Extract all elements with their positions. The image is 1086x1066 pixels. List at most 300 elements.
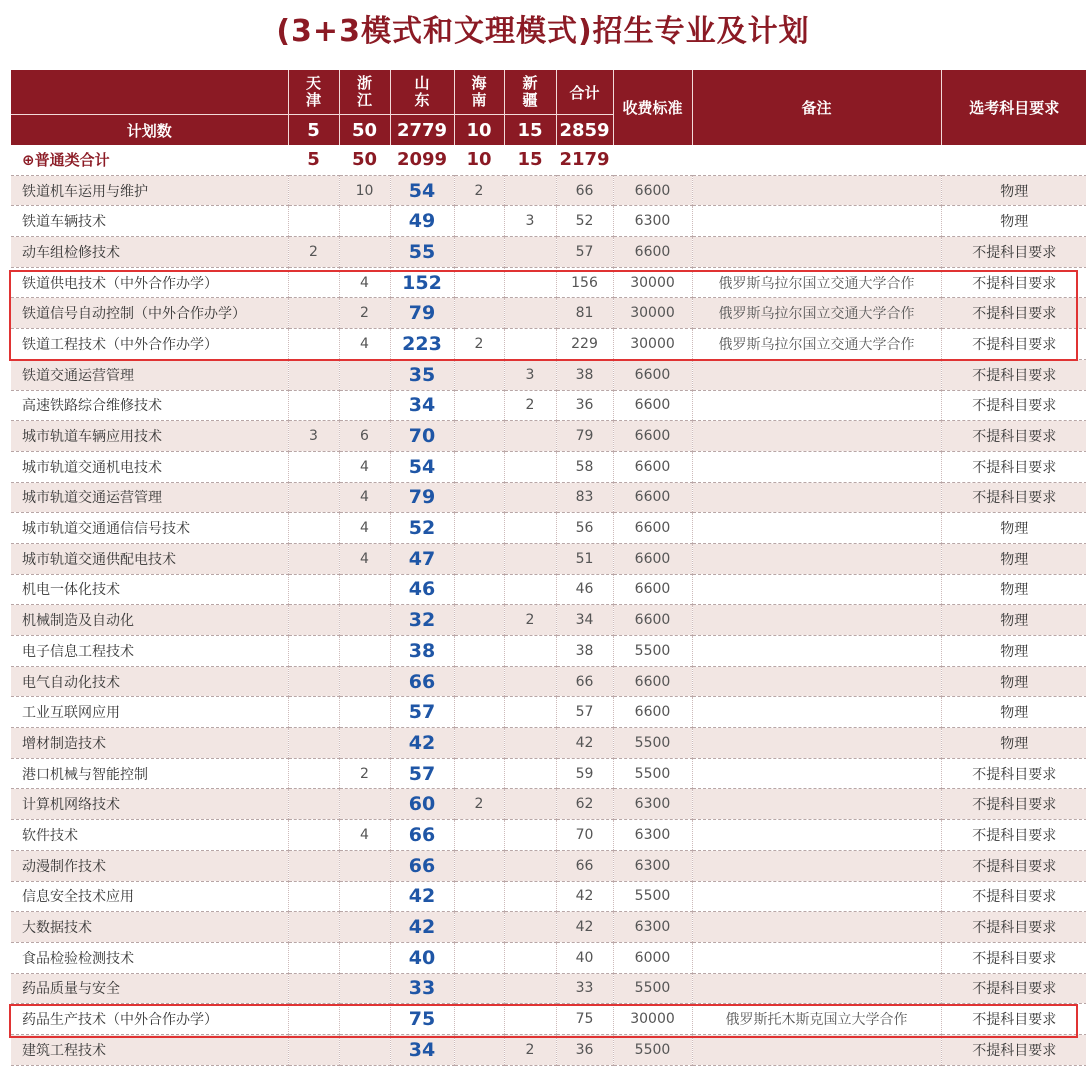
tianjin-count [288, 543, 339, 574]
subject-requirement: 不提科目要求 [941, 451, 1086, 482]
fee-value: 30000 [613, 298, 692, 329]
tianjin-count [288, 451, 339, 482]
tianjin-count [288, 636, 339, 667]
major-name: 计算机网络技术 [11, 789, 288, 820]
major-name: 高速铁路综合维修技术 [11, 390, 288, 421]
tianjin-count [288, 850, 339, 881]
hainan-count [454, 482, 504, 513]
major-name: 铁道交通运营管理 [11, 359, 288, 390]
row-total: 33 [556, 973, 613, 1004]
fee-value: 6600 [613, 697, 692, 728]
tianjin-count [288, 912, 339, 943]
hainan-count [454, 237, 504, 268]
tianjin-count [288, 298, 339, 329]
hainan-count [454, 543, 504, 574]
xinjiang-count: 2 [504, 390, 556, 421]
row-total: 81 [556, 298, 613, 329]
tianjin-count: 3 [288, 421, 339, 452]
tianjin-count [288, 1004, 339, 1035]
hainan-count [454, 574, 504, 605]
shandong-count: 75 [390, 1004, 454, 1035]
tianjin-count [288, 175, 339, 206]
hainan-count [454, 267, 504, 298]
xinjiang-count [504, 697, 556, 728]
table-row [11, 758, 1086, 789]
hainan-count [454, 666, 504, 697]
shandong-count: 34 [390, 390, 454, 421]
shandong-count: 52 [390, 513, 454, 544]
fee-value: 5500 [613, 758, 692, 789]
major-name: 铁道机车运用与维护 [11, 175, 288, 206]
subject-requirement: 不提科目要求 [941, 421, 1086, 452]
zhejiang-count: 2 [339, 298, 390, 329]
tianjin-count [288, 482, 339, 513]
row-total: 36 [556, 1034, 613, 1065]
note-value [692, 728, 941, 759]
table-row [11, 789, 1086, 820]
note-value [692, 942, 941, 973]
row-total: 52 [556, 206, 613, 237]
table-row [11, 728, 1086, 759]
hainan-count [454, 451, 504, 482]
major-name: 铁道车辆技术 [11, 206, 288, 237]
xinjiang-count [504, 758, 556, 789]
fee-value: 6600 [613, 175, 692, 206]
hainan-count [454, 820, 504, 851]
tianjin-count [288, 329, 339, 360]
shandong-count: 54 [390, 451, 454, 482]
page-title: (3+3模式和文理模式)招生专业及计划 [276, 14, 810, 49]
zhejiang-count [339, 973, 390, 1004]
major-name: 港口机械与智能控制 [11, 758, 288, 789]
xinjiang-count [504, 329, 556, 360]
shandong-count: 35 [390, 359, 454, 390]
table-row [11, 513, 1086, 544]
major-name: 大数据技术 [11, 912, 288, 943]
note-value [692, 605, 941, 636]
xinjiang-count [504, 728, 556, 759]
major-name: 铁道供电技术（中外合作办学） [11, 267, 288, 298]
xinjiang-count [504, 267, 556, 298]
zhejiang-count [339, 1034, 390, 1065]
header-province-tianjin: 天 津 [288, 70, 339, 115]
tianjin-count [288, 758, 339, 789]
xinjiang-count [504, 237, 556, 268]
xinjiang-count [504, 421, 556, 452]
shandong-count: 79 [390, 298, 454, 329]
subject-requirement: 不提科目要求 [941, 758, 1086, 789]
xinjiang-count [504, 175, 556, 206]
xinjiang-count [504, 298, 556, 329]
row-total: 66 [556, 850, 613, 881]
shandong-count: 33 [390, 973, 454, 1004]
header-count-total: 2859 [556, 115, 613, 146]
fee-value: 30000 [613, 1004, 692, 1035]
note-value: 俄罗斯乌拉尔国立交通大学合作 [692, 329, 941, 360]
subject-requirement: 不提科目要求 [941, 912, 1086, 943]
xinjiang-count [504, 543, 556, 574]
zhejiang-count [339, 942, 390, 973]
shandong-count: 66 [390, 820, 454, 851]
summary-hainan: 10 [454, 145, 504, 175]
fee-value: 6600 [613, 359, 692, 390]
summary-tianjin: 5 [288, 145, 339, 175]
hainan-count [454, 881, 504, 912]
note-value [692, 574, 941, 605]
hainan-count: 2 [454, 329, 504, 360]
subject-requirement: 不提科目要求 [941, 789, 1086, 820]
major-name: 电气自动化技术 [11, 666, 288, 697]
xinjiang-count [504, 820, 556, 851]
fee-value: 6600 [613, 513, 692, 544]
header-province-zhejiang: 浙 江 [339, 70, 390, 115]
note-value [692, 482, 941, 513]
zhejiang-count [339, 206, 390, 237]
zhejiang-count [339, 1004, 390, 1035]
table-row [11, 237, 1086, 268]
row-total: 36 [556, 390, 613, 421]
subject-requirement: 不提科目要求 [941, 1004, 1086, 1035]
zhejiang-count [339, 574, 390, 605]
tianjin-count [288, 697, 339, 728]
header-province-xinjiang: 新 疆 [504, 70, 556, 115]
hainan-count [454, 728, 504, 759]
hainan-count [454, 605, 504, 636]
table-row [11, 421, 1086, 452]
row-total: 42 [556, 728, 613, 759]
tianjin-count [288, 390, 339, 421]
major-name: 城市轨道交通通信信号技术 [11, 513, 288, 544]
row-total: 57 [556, 237, 613, 268]
fee-value: 5500 [613, 1034, 692, 1065]
table-row [11, 942, 1086, 973]
subject-requirement: 不提科目要求 [941, 359, 1086, 390]
zhejiang-count: 6 [339, 421, 390, 452]
fee-value: 30000 [613, 267, 692, 298]
fee-value: 6600 [613, 574, 692, 605]
hainan-count [454, 513, 504, 544]
subject-requirement: 不提科目要求 [941, 329, 1086, 360]
major-name: 软件技术 [11, 820, 288, 851]
summary-fee [613, 145, 692, 175]
note-value [692, 789, 941, 820]
row-total: 66 [556, 666, 613, 697]
header-count-hainan: 10 [454, 115, 504, 146]
zhejiang-count [339, 359, 390, 390]
hainan-count [454, 850, 504, 881]
header-total-label: 合计 [556, 70, 613, 115]
tianjin-count: 2 [288, 237, 339, 268]
table-row [11, 267, 1086, 298]
zhejiang-count: 4 [339, 267, 390, 298]
row-total: 156 [556, 267, 613, 298]
zhejiang-count: 4 [339, 482, 390, 513]
zhejiang-count: 10 [339, 175, 390, 206]
hainan-count [454, 1034, 504, 1065]
major-name: 机电一体化技术 [11, 574, 288, 605]
note-value [692, 237, 941, 268]
table-row [11, 1034, 1086, 1065]
hainan-count [454, 390, 504, 421]
major-name: 城市轨道车辆应用技术 [11, 421, 288, 452]
summary-note [692, 145, 941, 175]
row-total: 57 [556, 697, 613, 728]
summary-row [11, 145, 1086, 175]
major-name: 城市轨道交通供配电技术 [11, 543, 288, 574]
fee-value: 6600 [613, 605, 692, 636]
zhejiang-count [339, 605, 390, 636]
xinjiang-count [504, 574, 556, 605]
subject-requirement: 物理 [941, 728, 1086, 759]
shandong-count: 42 [390, 912, 454, 943]
zhejiang-count [339, 237, 390, 268]
hainan-count [454, 298, 504, 329]
subject-requirement: 物理 [941, 513, 1086, 544]
shandong-count: 55 [390, 237, 454, 268]
note-value [692, 636, 941, 667]
table-row [11, 636, 1086, 667]
fee-value: 6600 [613, 237, 692, 268]
summary-xinjiang: 15 [504, 145, 556, 175]
major-name: 铁道工程技术（中外合作办学） [11, 329, 288, 360]
xinjiang-count [504, 881, 556, 912]
shandong-count: 32 [390, 605, 454, 636]
shandong-count: 46 [390, 574, 454, 605]
subject-requirement: 不提科目要求 [941, 390, 1086, 421]
fee-value: 6600 [613, 451, 692, 482]
tianjin-count [288, 881, 339, 912]
fee-value: 6000 [613, 942, 692, 973]
xinjiang-count [504, 482, 556, 513]
shandong-count: 47 [390, 543, 454, 574]
subject-requirement: 不提科目要求 [941, 1034, 1086, 1065]
table-row [11, 697, 1086, 728]
summary-req [941, 145, 1086, 175]
xinjiang-count: 3 [504, 206, 556, 237]
xinjiang-count [504, 636, 556, 667]
subject-requirement: 物理 [941, 543, 1086, 574]
tianjin-count [288, 605, 339, 636]
xinjiang-count [504, 912, 556, 943]
fee-value: 6600 [613, 543, 692, 574]
table-row [11, 298, 1086, 329]
xinjiang-count: 3 [504, 359, 556, 390]
subject-requirement: 不提科目要求 [941, 298, 1086, 329]
row-total: 38 [556, 636, 613, 667]
note-value [692, 973, 941, 1004]
hainan-count [454, 697, 504, 728]
hainan-count [454, 912, 504, 943]
zhejiang-count: 2 [339, 758, 390, 789]
header-count-xinjiang: 15 [504, 115, 556, 146]
subject-requirement: 不提科目要求 [941, 942, 1086, 973]
subject-requirement: 不提科目要求 [941, 973, 1086, 1004]
summary-shandong: 2099 [390, 145, 454, 175]
major-name: 电子信息工程技术 [11, 636, 288, 667]
note-value [692, 451, 941, 482]
row-total: 40 [556, 942, 613, 973]
tianjin-count [288, 267, 339, 298]
note-value [692, 1034, 941, 1065]
row-total: 42 [556, 912, 613, 943]
shandong-count: 223 [390, 329, 454, 360]
table-row [11, 850, 1086, 881]
header-count-zhejiang: 50 [339, 115, 390, 146]
xinjiang-count [504, 789, 556, 820]
zhejiang-count [339, 697, 390, 728]
row-total: 38 [556, 359, 613, 390]
fee-value: 5500 [613, 973, 692, 1004]
hainan-count [454, 359, 504, 390]
row-total: 70 [556, 820, 613, 851]
tianjin-count [288, 728, 339, 759]
note-value [692, 666, 941, 697]
header-fee: 收费标准 [613, 70, 692, 145]
table-row [11, 482, 1086, 513]
xinjiang-count: 2 [504, 605, 556, 636]
subject-requirement: 不提科目要求 [941, 820, 1086, 851]
shandong-count: 66 [390, 850, 454, 881]
hainan-count [454, 636, 504, 667]
tianjin-count [288, 1034, 339, 1065]
fee-value: 6300 [613, 850, 692, 881]
fee-value: 5500 [613, 881, 692, 912]
major-name: 药品生产技术（中外合作办学） [11, 1004, 288, 1035]
zhejiang-count [339, 390, 390, 421]
major-name: 药品质量与安全 [11, 973, 288, 1004]
zhejiang-count [339, 728, 390, 759]
row-total: 56 [556, 513, 613, 544]
zhejiang-count: 4 [339, 451, 390, 482]
major-name: 城市轨道交通运营管理 [11, 482, 288, 513]
subject-requirement: 物理 [941, 574, 1086, 605]
zhejiang-count: 4 [339, 329, 390, 360]
hainan-count [454, 1004, 504, 1035]
fee-value: 6300 [613, 912, 692, 943]
summary-label: ⊕普通类合计 [11, 145, 288, 175]
xinjiang-count: 2 [504, 1034, 556, 1065]
xinjiang-count [504, 850, 556, 881]
table-row [11, 973, 1086, 1004]
shandong-count: 70 [390, 421, 454, 452]
zhejiang-count [339, 789, 390, 820]
fee-value: 30000 [613, 329, 692, 360]
hainan-count [454, 206, 504, 237]
fee-value: 5500 [613, 636, 692, 667]
subject-requirement: 物理 [941, 175, 1086, 206]
tianjin-count [288, 513, 339, 544]
table-row [11, 359, 1086, 390]
summary-zhejiang: 50 [339, 145, 390, 175]
hainan-count [454, 421, 504, 452]
xinjiang-count [504, 451, 556, 482]
major-name: 信息安全技术应用 [11, 881, 288, 912]
note-value [692, 175, 941, 206]
header-note: 备注 [692, 70, 941, 145]
row-total: 66 [556, 175, 613, 206]
note-value [692, 543, 941, 574]
hainan-count [454, 758, 504, 789]
table-row [11, 666, 1086, 697]
shandong-count: 38 [390, 636, 454, 667]
major-name: 食品检验检测技术 [11, 942, 288, 973]
zhejiang-count [339, 666, 390, 697]
hainan-count [454, 942, 504, 973]
note-value [692, 881, 941, 912]
table-row [11, 820, 1086, 851]
zhejiang-count: 4 [339, 543, 390, 574]
note-value: 俄罗斯乌拉尔国立交通大学合作 [692, 267, 941, 298]
tianjin-count [288, 973, 339, 1004]
header-count-tianjin: 5 [288, 115, 339, 146]
fee-value: 6300 [613, 789, 692, 820]
table-row [11, 881, 1086, 912]
header-blank [11, 70, 288, 115]
row-total: 229 [556, 329, 613, 360]
note-value [692, 359, 941, 390]
note-value [692, 912, 941, 943]
fee-value: 6600 [613, 666, 692, 697]
note-value [692, 513, 941, 544]
hainan-count: 2 [454, 789, 504, 820]
note-value: 俄罗斯乌拉尔国立交通大学合作 [692, 298, 941, 329]
subject-requirement: 不提科目要求 [941, 850, 1086, 881]
table-row [11, 451, 1086, 482]
note-value [692, 697, 941, 728]
fee-value: 6600 [613, 482, 692, 513]
row-total: 62 [556, 789, 613, 820]
major-name: 城市轨道交通机电技术 [11, 451, 288, 482]
fee-value: 6300 [613, 820, 692, 851]
subject-requirement: 不提科目要求 [941, 881, 1086, 912]
tianjin-count [288, 574, 339, 605]
subject-requirement: 物理 [941, 206, 1086, 237]
note-value [692, 820, 941, 851]
row-total: 34 [556, 605, 613, 636]
shandong-count: 40 [390, 942, 454, 973]
table-row [11, 574, 1086, 605]
shandong-count: 79 [390, 482, 454, 513]
note-value [692, 850, 941, 881]
shandong-count: 60 [390, 789, 454, 820]
tianjin-count [288, 206, 339, 237]
xinjiang-count [504, 1004, 556, 1035]
major-name: 动漫制作技术 [11, 850, 288, 881]
major-name: 铁道信号自动控制（中外合作办学） [11, 298, 288, 329]
header-plan-label: 计划数 [11, 115, 288, 146]
zhejiang-count [339, 636, 390, 667]
table-row [11, 329, 1086, 360]
row-total: 46 [556, 574, 613, 605]
xinjiang-count [504, 973, 556, 1004]
enrollment-plan-table [11, 70, 1086, 1066]
row-total: 83 [556, 482, 613, 513]
subject-requirement: 不提科目要求 [941, 267, 1086, 298]
row-total: 51 [556, 543, 613, 574]
subject-requirement: 物理 [941, 666, 1086, 697]
note-value [692, 206, 941, 237]
row-total: 79 [556, 421, 613, 452]
table-row [11, 390, 1086, 421]
xinjiang-count [504, 666, 556, 697]
table-row [11, 605, 1086, 636]
table-row [11, 912, 1086, 943]
hainan-count [454, 973, 504, 1004]
tianjin-count [288, 666, 339, 697]
subject-requirement: 物理 [941, 605, 1086, 636]
subject-requirement: 物理 [941, 697, 1086, 728]
fee-value: 6600 [613, 390, 692, 421]
